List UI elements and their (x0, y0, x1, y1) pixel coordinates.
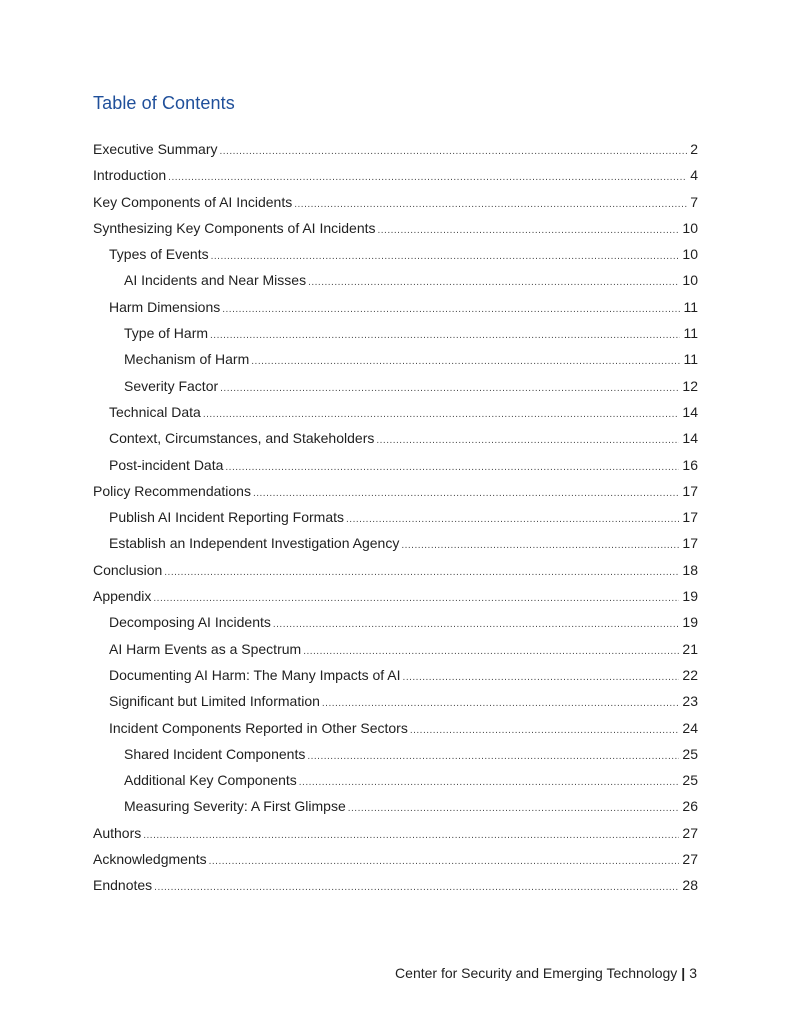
toc-dot-leader (273, 612, 680, 638)
toc-entry-page: 7 (690, 193, 698, 210)
toc-entry[interactable] (93, 504, 698, 530)
toc-entry[interactable] (93, 478, 698, 504)
toc-entry-page: 27 (682, 851, 698, 868)
toc-entry[interactable] (93, 162, 698, 188)
toc-entry-title: Publish AI Incident Reporting Formats (109, 509, 345, 526)
toc-entry[interactable] (93, 688, 698, 714)
toc-dot-leader (307, 744, 679, 770)
toc-entry[interactable] (93, 399, 698, 425)
toc-entry[interactable] (93, 557, 698, 583)
toc-entry-title: AI Incidents and Near Misses (124, 272, 307, 289)
toc-entry[interactable] (93, 241, 698, 267)
toc-entry-page: 16 (682, 456, 698, 473)
toc-entry-title: Additional Key Components (124, 772, 297, 789)
toc-entry-title: Context, Circumstances, and Stakeholders (109, 430, 375, 447)
toc-dot-leader (410, 718, 680, 744)
toc-entry[interactable] (93, 215, 698, 241)
toc-entry-page: 19 (682, 588, 698, 605)
toc-entry[interactable] (93, 872, 698, 898)
toc-entry-page: 4 (690, 167, 698, 184)
toc-entry-page: 19 (682, 614, 698, 631)
toc-dot-leader (348, 796, 680, 822)
toc-entry-title: Severity Factor (124, 377, 219, 394)
toc-entry[interactable] (93, 189, 698, 215)
footer-org-name: Center for Security and Emerging Technology (395, 965, 678, 981)
toc-entry[interactable] (93, 767, 698, 793)
toc-entry-title: Decomposing AI Incidents (109, 614, 271, 631)
toc-dot-leader (308, 270, 679, 296)
toc-entry-title: Measuring Severity: A First Glimpse (124, 798, 346, 815)
toc-entry-title: Executive Summary (93, 141, 218, 157)
toc-entry-page: 18 (682, 561, 698, 578)
toc-entry-title: Authors (93, 824, 142, 841)
toc-entry[interactable] (93, 452, 698, 478)
toc-entry-title: Incident Components Reported in Other Sectors (109, 719, 408, 736)
toc-entry-page: 17 (682, 535, 698, 552)
toc-entry-page: 2 (690, 141, 698, 157)
toc-dot-leader (143, 823, 679, 849)
toc-entry-title: AI Harm Events as a Spectrum (109, 640, 302, 657)
footer-page-number: 3 (689, 965, 697, 981)
table-of-contents (93, 136, 698, 899)
toc-entry[interactable] (93, 583, 698, 609)
toc-entry[interactable] (93, 793, 698, 819)
toc-entry-page: 12 (682, 377, 698, 394)
toc-dot-leader (154, 875, 679, 901)
toc-entry-title: Establish an Independent Investigation Agency (109, 535, 400, 552)
toc-entry-page: 21 (682, 640, 698, 657)
toc-entry-title: Post-incident Data (109, 456, 224, 473)
page-title: Table of Contents (93, 93, 235, 113)
toc-entry-title: Synthesizing Key Components of AI Incidents (93, 219, 376, 236)
toc-entry-title: Policy Recommendations (93, 482, 251, 499)
toc-dot-leader (210, 323, 680, 349)
toc-entry-title: Documenting AI Harm: The Many Impacts of AI (109, 666, 401, 683)
toc-entry-title: Harm Dimensions (109, 298, 221, 315)
toc-entry[interactable] (93, 820, 698, 846)
toc-entry[interactable] (93, 425, 698, 451)
toc-entry-title: Acknowledgments (93, 851, 207, 868)
toc-entry-page: 10 (682, 219, 698, 236)
toc-entry[interactable] (93, 636, 698, 662)
toc-entry-page: 24 (682, 719, 698, 736)
toc-entry-page: 14 (682, 403, 698, 420)
toc-entry[interactable] (93, 609, 698, 635)
toc-entry[interactable] (93, 373, 698, 399)
toc-entry-title: Appendix (93, 588, 152, 605)
toc-entry-title: Technical Data (109, 403, 201, 420)
toc-dot-leader (164, 560, 679, 586)
toc-dot-leader (219, 139, 687, 165)
toc-entry[interactable] (93, 294, 698, 320)
toc-dot-leader (222, 297, 680, 323)
toc-entry[interactable] (93, 846, 698, 872)
toc-entry[interactable] (93, 320, 698, 346)
toc-entry-title: Type of Harm (124, 325, 209, 342)
toc-entry-page: 25 (682, 772, 698, 789)
toc-dot-leader (251, 349, 680, 375)
toc-entry-title: Mechanism of Harm (124, 351, 250, 368)
toc-entry-page: 14 (682, 430, 698, 447)
toc-entry[interactable] (93, 741, 698, 767)
toc-entry-page: 23 (682, 693, 698, 710)
toc-entry-page: 28 (682, 877, 698, 894)
toc-entry-page: 17 (682, 509, 698, 526)
toc-dot-leader (378, 218, 680, 244)
toc-entry-page: 17 (682, 482, 698, 499)
toc-dot-leader (403, 665, 680, 691)
toc-entry-page: 10 (682, 272, 698, 289)
toc-entry-page: 11 (683, 298, 698, 315)
toc-entry-title: Endnotes (93, 877, 153, 894)
toc-dot-leader (225, 455, 679, 481)
toc-entry-page: 10 (682, 246, 698, 263)
toc-dot-leader (299, 770, 680, 796)
toc-entry-title: Significant but Limited Information (109, 693, 320, 710)
toc-dot-leader (220, 376, 679, 402)
toc-entry-title: Shared Incident Components (124, 745, 306, 762)
toc-entry-page: 26 (682, 798, 698, 815)
footer-separator: | (681, 965, 686, 981)
toc-entry-page: 11 (683, 351, 698, 368)
toc-entry-title: Types of Events (109, 246, 209, 263)
toc-entry[interactable] (93, 346, 698, 372)
page-footer (395, 965, 697, 981)
toc-entry-page: 11 (683, 325, 698, 342)
toc-entry[interactable] (93, 715, 698, 741)
toc-entry[interactable] (93, 136, 698, 162)
toc-entry-title: Introduction (93, 167, 167, 184)
toc-dot-leader (401, 533, 679, 559)
toc-entry[interactable] (93, 530, 698, 556)
toc-entry-page: 22 (682, 666, 698, 683)
toc-entry[interactable] (93, 662, 698, 688)
toc-entry[interactable] (93, 267, 698, 293)
toc-entry-page: 25 (682, 745, 698, 762)
toc-dot-leader (376, 428, 679, 454)
toc-entry-title: Conclusion (93, 561, 163, 578)
toc-dot-leader (209, 849, 680, 875)
toc-entry-title: Key Components of AI Incidents (93, 193, 293, 210)
toc-entry-page: 27 (682, 824, 698, 841)
